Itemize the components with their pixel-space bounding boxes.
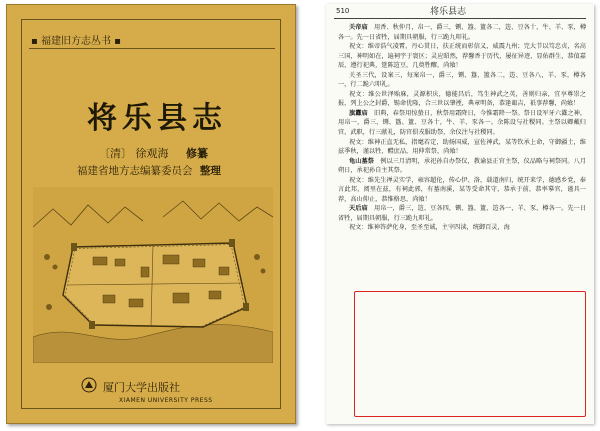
editor-role: 整理 xyxy=(199,165,221,177)
paragraph-text: 旧典，春祭用惊蛰日，秋祭用霜降日，今惟霜降一祭。祭日设军牙六纛之神，用帛一，爵三，铏、簋、簠、豆各十，牛、羊、豕各一。余陈设与社稷同。主祭以卿戴归官，武职，行三献礼，防官俱戎服助祭，余仪注与社稷同。 xyxy=(338,109,587,137)
highlight-box xyxy=(354,291,586,417)
paragraph xyxy=(338,223,586,233)
paragraph-text: 用香、秋仲月，帛一，爵三，铏、簋、簠各二，笾、豆各十，牛、羊、豕，樽各一。先一日省牲，届期具朝服，行三跪九叩礼。 xyxy=(338,24,587,41)
book-cover xyxy=(6,4,296,424)
author-line xyxy=(99,145,208,161)
paragraph xyxy=(338,71,586,90)
paragraph xyxy=(338,157,586,176)
paragraph-term: 天后庙 xyxy=(349,205,368,213)
paragraph-term: 旗纛庙 xyxy=(349,109,368,117)
series-title: ▪ 福建旧方志丛书 ▪ xyxy=(31,36,121,47)
paragraph-text: 祝文：维神正直无私，指麾若定，助扬国威，宣佐神武，某等钦承上命，守御疆土，维兹季秋，谨以牲、醴庶品，用伸常祭，尚飨！ xyxy=(338,138,586,156)
author-role: 修纂 xyxy=(186,147,208,160)
paragraph-text: 祝文：维神答萨化身，至圣至诚，主宰四渎，统御百灵，海 xyxy=(349,224,510,232)
paragraph xyxy=(338,23,586,42)
paragraph-text: 用帛一，爵三，笾、豆各四，铏、簋、簠、笾各一，羊、豕，樽各一。先一日省牲，届期具朝服，行三跪九叩礼。 xyxy=(338,205,587,222)
header-divider xyxy=(334,18,586,19)
book-page xyxy=(326,4,594,424)
page-body xyxy=(338,23,586,233)
paragraph-text: 祝文：维先生禅灵实学，雍容超伦，传心伊、洛，载道南归，统开来学，德感乡党，奉言此邦，阅里在兹，有祠此郭，有墓南溪，某等受命其守，恭承于前，恭率摹官，谨具一荐，高山仰止，恭惟格思，尚飨！ xyxy=(338,176,586,203)
paragraph xyxy=(338,42,586,71)
paragraph-text: 关圣三代，设案三，每案帛一，爵三，铏、簋、簠各二，笾、豆各八，羊、豕，樽各一，行二跪六叩礼。 xyxy=(338,71,586,89)
page-number: 510 xyxy=(336,7,350,15)
paragraph-text: 祝文：维公世泽贻庥，灵源积庆，德能昌后，笃生神武之英，善则归亲，宜享尊崇之报，列上公之封爵，锡命优隆，合三世以肇禋，典章明备，恭逢诹吉，祇事荐馨，尚飨！ xyxy=(338,90,586,108)
editor-line xyxy=(77,163,221,178)
book-title: 将乐县志 xyxy=(87,101,227,136)
paragraph-term: 龟山墓祭 xyxy=(349,157,374,165)
author-era: 〔清〕 xyxy=(99,147,132,160)
paragraph xyxy=(338,176,586,205)
paragraph xyxy=(338,109,586,138)
paragraph xyxy=(338,138,586,157)
paragraph-text: 祝文：维帝浩气凌霄，丹心贯日，扶正统而彰信义，威震九州；完大节以笃忠贞，名高三国，神明如在，遍祠宇于寰区；灵应昭然，荐馨香于历代，屡征异迹，显佑群生，恭值嘉辰，遵行祀典，筵陈笾豆，几奠牲醪，尚飨！ xyxy=(338,43,586,70)
paragraph-term: 关帝庙 xyxy=(349,24,368,31)
paragraph xyxy=(338,90,586,109)
publisher-name-en: XIAMEN UNIVERSITY PRESS xyxy=(119,397,213,404)
city-map-illustration xyxy=(33,187,273,363)
publisher-name: 厦门大学出版社 xyxy=(103,381,180,394)
paragraph xyxy=(338,204,586,223)
publisher-logo-icon xyxy=(81,377,97,393)
series-title-text: 福建旧方志丛书 xyxy=(40,36,111,47)
editor-org: 福建省地方志编纂委员会 xyxy=(77,165,193,177)
author-name: 徐观海 xyxy=(135,147,169,160)
paragraph-text: 例以三月清明，承祀孙自办祭仪，教谕县正官主祭，仪品略与祠祭同。八月朔日，承祀孙自主其祭。 xyxy=(338,157,587,175)
page-header: 将乐县志 xyxy=(430,7,467,17)
series-divider xyxy=(29,48,275,49)
